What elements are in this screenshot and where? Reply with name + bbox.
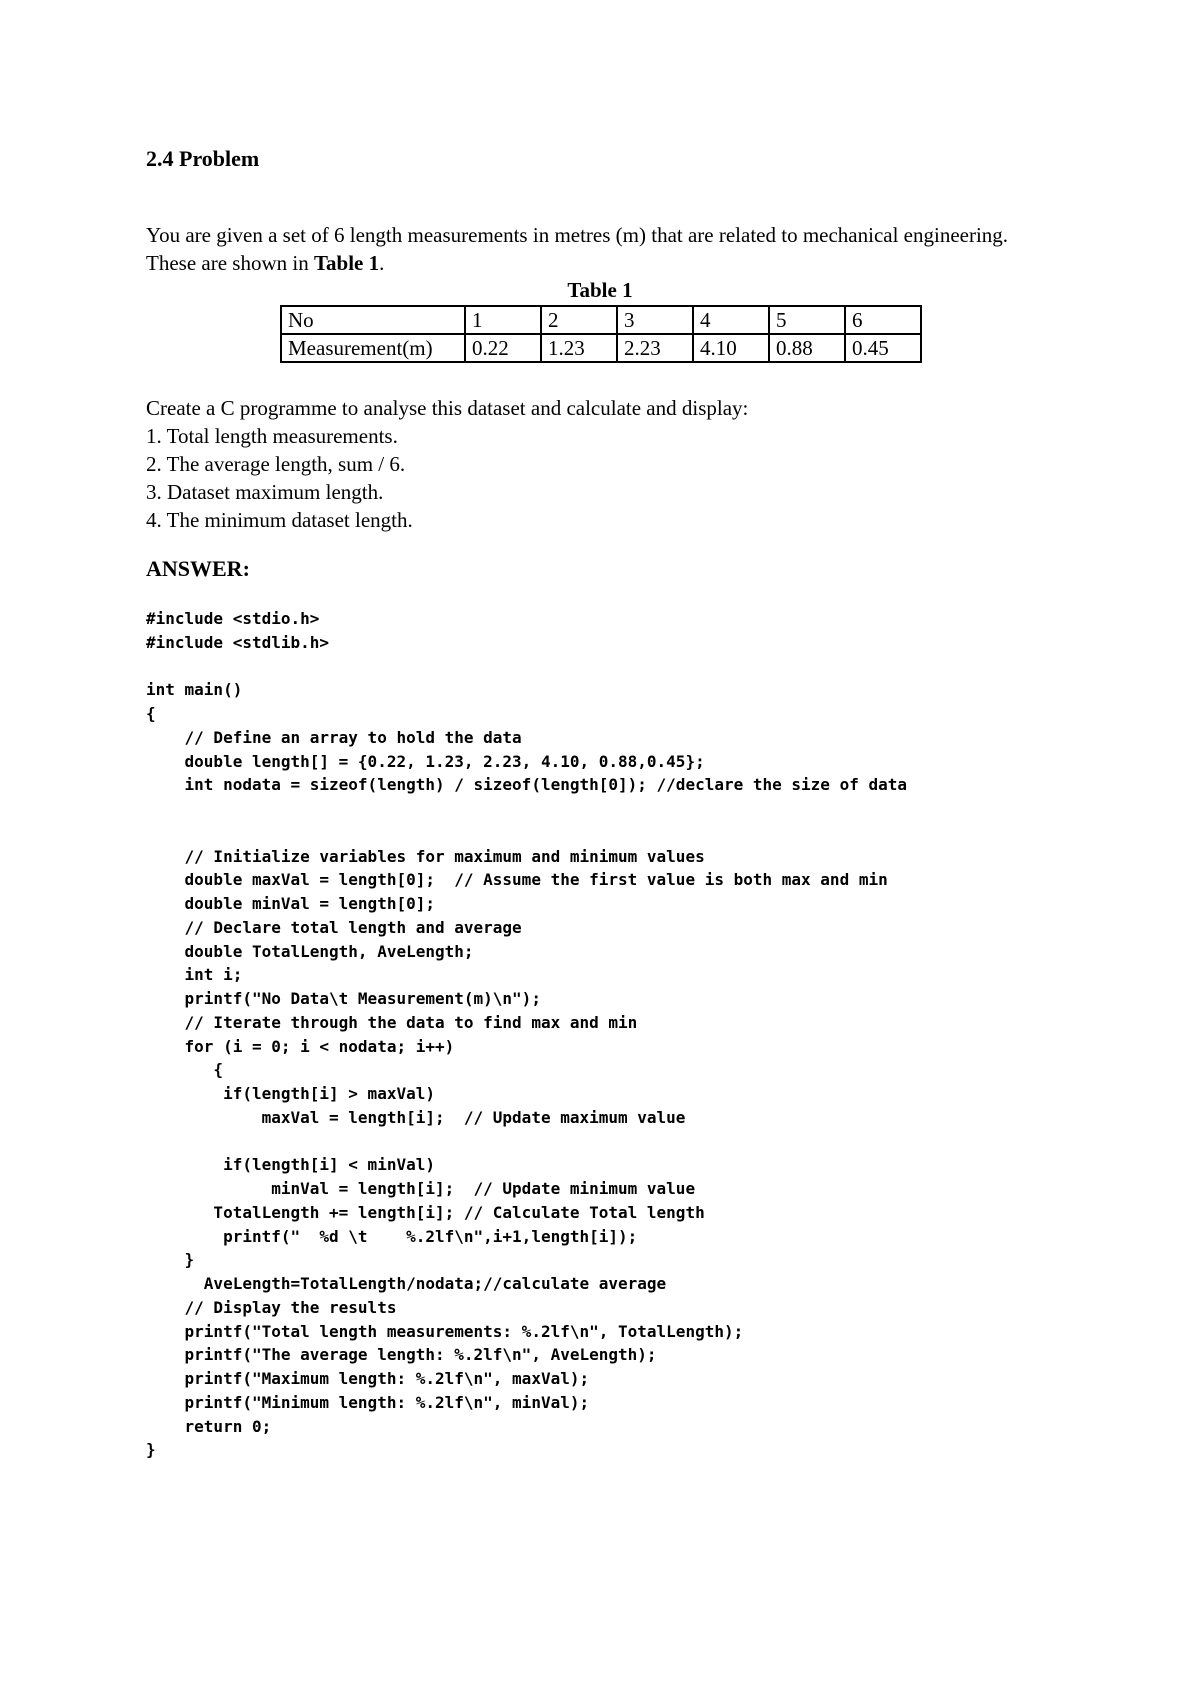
row-label: Measurement(m) xyxy=(281,334,465,362)
code-line: #include <stdlib.h> xyxy=(146,632,330,652)
code-line: int main() xyxy=(146,680,243,700)
code-line: // Display the results xyxy=(146,1297,397,1317)
list-item: 1. Total length measurements. xyxy=(146,424,398,448)
intro-end: . xyxy=(379,251,385,275)
list-item: 4. The minimum dataset length. xyxy=(146,508,413,532)
table-caption: Table 1 xyxy=(567,278,633,302)
table-cell: 4 xyxy=(693,306,769,334)
code-line: } xyxy=(146,1250,195,1270)
code-line: // Iterate through the data to find max and min xyxy=(146,1012,638,1032)
code-line: double length[] = {0.22, 1.23, 2.23, 4.10, 0.88,0.45}; xyxy=(146,751,705,771)
intro-paragraph xyxy=(146,221,1046,277)
answer-label: ANSWER: xyxy=(146,556,250,581)
code-line: // Declare total length and average xyxy=(146,917,522,937)
table-cell: 0.22 xyxy=(465,334,541,362)
code-line: printf("Maximum length: %.2lf\n", maxVal); xyxy=(146,1369,590,1388)
code-line: { xyxy=(146,704,156,723)
task-list xyxy=(146,422,748,534)
code-line: printf(" %d \t %.2lf\n",i+1,length[i]); xyxy=(146,1226,638,1246)
code-line: double TotalLength, AveLength; xyxy=(146,941,474,961)
code-line: return 0; xyxy=(146,1416,272,1436)
table-row-measurement xyxy=(281,334,921,362)
code-line: printf("Total length measurements: %.2lf\n", TotalLength); xyxy=(146,1321,744,1341)
code-line: int i; xyxy=(146,965,243,985)
table-cell: 1 xyxy=(465,306,541,334)
table-cell: 2 xyxy=(541,306,617,334)
code-line: double maxVal = length[0]; // Assume the first value is both max and min xyxy=(146,870,888,890)
code-block xyxy=(146,607,907,1462)
table-cell: 0.45 xyxy=(845,334,921,362)
code-line: // Define an array to hold the data xyxy=(146,727,522,747)
code-line: maxVal = length[i]; // Update maximum value xyxy=(146,1107,686,1127)
code-line: } xyxy=(146,1440,156,1460)
code-line: int nodata = sizeof(length) / sizeof(length[0]); //declare the size of data xyxy=(146,775,907,795)
code-line: if(length[i] > maxVal) xyxy=(146,1084,435,1103)
table-cell: 3 xyxy=(617,306,693,334)
row-label: No xyxy=(281,306,465,334)
table-reference: Table 1 xyxy=(313,251,380,275)
table-cell: 5 xyxy=(769,306,845,334)
list-item: 3. Dataset maximum length. xyxy=(146,480,384,504)
code-line: AveLength=TotalLength/nodata;//calculate average xyxy=(146,1274,667,1293)
code-line: for (i = 0; i < nodata; i++) xyxy=(146,1036,455,1056)
table-cell: 6 xyxy=(845,306,921,334)
table-cell: 0.88 xyxy=(769,334,845,362)
section-heading: 2.4 Problem xyxy=(146,146,260,171)
code-line: printf("The average length: %.2lf\n", AveLength); xyxy=(146,1345,657,1365)
code-line: #include <stdio.h> xyxy=(146,609,320,628)
task-prompt: Create a C programme to analyse this dataset and calculate and display: xyxy=(146,396,749,420)
table-cell: 1.23 xyxy=(541,334,617,362)
code-line: printf("No Data\t Measurement(m)\n"); xyxy=(146,989,541,1008)
list-item: 2. The average length, sum / 6. xyxy=(146,452,406,476)
table-row-no xyxy=(281,306,921,334)
code-line: printf("Minimum length: %.2lf\n", minVal); xyxy=(146,1392,590,1412)
measurement-table xyxy=(280,305,922,363)
code-line: { xyxy=(146,1060,224,1080)
code-line: if(length[i] < minVal) xyxy=(146,1155,435,1175)
code-line: double minVal = length[0]; xyxy=(146,894,435,913)
task-description xyxy=(146,394,748,534)
intro-text: You are given a set of 6 length measurements in metres (m) that are related to mechanical engineering. These are shown in xyxy=(146,223,1009,275)
code-line: TotalLength += length[i]; // Calculate Total length xyxy=(146,1202,705,1222)
table-cell: 4.10 xyxy=(693,334,769,362)
code-line: // Initialize variables for maximum and minimum values xyxy=(146,846,705,866)
code-line: minVal = length[i]; // Update minimum value xyxy=(146,1179,696,1198)
table-cell: 2.23 xyxy=(617,334,693,362)
